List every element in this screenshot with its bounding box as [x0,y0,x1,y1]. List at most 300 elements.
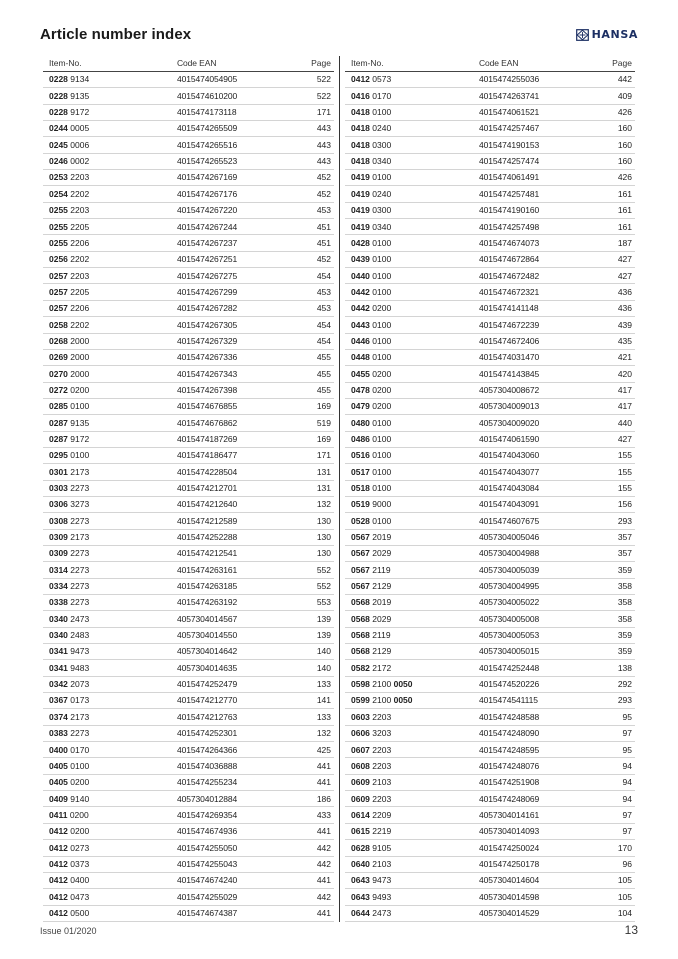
item-number-suffix: 2202 [70,254,90,265]
item-number-suffix: 0100 [372,335,392,346]
item-number-suffix: 0200 [372,401,392,412]
table-row [345,824,635,840]
table-row [345,448,635,464]
item-number-prefix: 0479 [351,401,370,412]
item-number [43,696,177,705]
item-number-suffix: 2273 [70,581,90,592]
ean-code: 4015474267336 [177,352,238,363]
page-ref: 130 [316,548,331,559]
item-number-suffix: 0240 [372,188,392,199]
item-number-suffix: 0100 [372,107,392,118]
ean-code: 4015474267244 [177,221,238,232]
table-row [43,105,334,121]
page-ref: 442 [316,858,331,869]
ean-code: 4015474252288 [177,532,238,543]
ean-code: 4057304005015 [479,646,540,657]
ean-code: 4015474212640 [177,499,238,510]
item-number-suffix: 0170 [372,90,392,101]
item-number-prefix: 0455 [351,368,370,379]
table-row [345,546,635,562]
item-number-prefix: 0255 [49,205,68,216]
page-ref: 131 [316,466,331,477]
item-number-prefix: 0285 [49,401,68,412]
item-number-suffix: 0100 [70,401,90,412]
item-number-prefix: 0582 [351,662,370,673]
table-row [43,611,334,627]
table-row [345,121,635,137]
item-number-prefix: 0228 [49,90,68,101]
ean-code: 4057304008672 [479,384,540,395]
page-ref: 358 [617,581,632,592]
item-number [43,582,177,591]
item-number [43,549,177,558]
table-row [43,693,334,709]
item-number-prefix: 0418 [351,123,370,134]
item-number-suffix: 0100 [372,417,392,428]
item-number-suffix: 0100 [372,466,392,477]
page-number: 13 [624,923,638,937]
item-number-prefix: 0257 [49,286,68,297]
item-number-prefix: 0567 [351,548,370,559]
table-row [345,350,635,366]
item-number-prefix: 0412 [351,74,370,85]
ean-code: 4015474267398 [177,384,238,395]
item-number [43,795,177,804]
item-number [43,206,177,215]
item-number-suffix: 0300 [372,139,392,150]
item-number-prefix: 0448 [351,352,370,363]
item-number [345,795,479,804]
ean-code: 4057304004988 [479,548,540,559]
item-number-prefix: 0342 [49,679,68,690]
item-number-prefix: 0405 [49,777,68,788]
item-number [345,876,479,885]
item-number [345,549,479,558]
page-ref: 292 [617,679,632,690]
item-number-suffix: 2209 [372,809,392,820]
item-number [43,647,177,656]
item-number-suffix: 2206 [70,303,90,314]
issue-label: Issue 01/2020 [40,926,97,936]
page-ref: 105 [617,875,632,886]
table-row [43,186,334,202]
item-number [43,173,177,182]
item-number-suffix: 9134 [70,74,90,85]
item-number [43,533,177,542]
item-number-suffix: 0200 [372,368,392,379]
ean-code: 4015474607675 [479,515,540,526]
ean-code: 4015474228504 [177,466,238,477]
item-number [43,566,177,575]
page-ref: 359 [617,564,632,575]
item-number [345,762,479,771]
item-number-suffix: 2029 [372,548,392,559]
item-number-prefix: 0643 [351,875,370,886]
page-ref: 359 [617,630,632,641]
item-number-suffix: 0300 [372,205,392,216]
item-number [345,713,479,722]
item-number-suffix: 0340 [372,156,392,167]
column-header-code-ean: Code EAN [177,58,217,69]
table-row [345,317,635,333]
ean-code: 4015474672406 [479,335,540,346]
table-row [43,301,334,317]
page-ref: 133 [316,679,331,690]
item-number-suffix: 2100 [372,695,392,706]
page-ref: 293 [617,695,632,706]
item-number-prefix: 0615 [351,826,370,837]
table-row [345,660,635,676]
ean-code: 4015474190153 [479,139,540,150]
table-row [345,415,635,431]
ean-code: 4015474267169 [177,172,238,183]
item-number [43,92,177,101]
item-number [43,484,177,493]
item-number [43,860,177,869]
page-ref: 357 [617,532,632,543]
item-number-suffix: 2129 [372,581,392,592]
item-number [345,239,479,248]
table-row [43,677,334,693]
page-ref: 97 [622,809,632,820]
item-number-suffix: 0373 [70,858,90,869]
table-row [345,186,635,202]
item-number [43,239,177,248]
table-row [345,889,635,905]
page-ref: 519 [316,417,331,428]
page-ref: 170 [617,842,632,853]
item-number-prefix: 0416 [351,90,370,101]
table-row [345,88,635,104]
item-number-prefix: 0568 [351,613,370,624]
table-row [345,873,635,889]
item-number [43,353,177,362]
item-number-suffix: 0002 [70,156,90,167]
page-ref: 425 [316,744,331,755]
table-row [43,350,334,366]
page-ref: 453 [316,205,331,216]
page-ref: 436 [617,303,632,314]
table-row [43,807,334,823]
table-row [345,709,635,725]
item-number-suffix: 0100 [372,483,392,494]
item-number-prefix: 0341 [49,662,68,673]
item-number [43,827,177,836]
item-number [43,255,177,264]
item-number-suffix: 2473 [70,613,90,624]
item-number [43,304,177,313]
article-index-table [43,56,635,922]
item-number-prefix: 0567 [351,564,370,575]
item-number-suffix: 0100 [372,319,392,330]
table-row [43,546,334,562]
item-number-suffix: 2203 [70,205,90,216]
ean-code: 4057304012884 [177,793,238,804]
item-number-prefix: 0412 [49,826,68,837]
item-number [345,124,479,133]
item-number-suffix: 2073 [70,679,90,690]
item-number-prefix: 0418 [351,156,370,167]
page-ref: 130 [316,515,331,526]
page-ref: 454 [316,319,331,330]
item-number-prefix: 0446 [351,335,370,346]
table-row [345,840,635,856]
item-number [345,778,479,787]
item-number [43,124,177,133]
item-number-prefix: 0517 [351,466,370,477]
table-row [345,677,635,693]
ean-code: 4057304014642 [177,646,238,657]
item-number [43,108,177,117]
item-number-suffix: 2172 [372,662,392,673]
page-ref: 96 [622,858,632,869]
item-number-suffix: 2173 [70,466,90,477]
ean-code: 4015474212763 [177,711,238,722]
ean-code: 4015474250178 [479,858,540,869]
table-row [345,579,635,595]
item-number-variant: 0050 [393,679,413,690]
page-ref: 440 [617,417,632,428]
ean-code: 4057304014093 [479,826,540,837]
ean-code: 4015474252479 [177,679,238,690]
page-ref: 94 [622,793,632,804]
item-number [43,190,177,199]
page-ref: 141 [316,695,331,706]
item-number-prefix: 0269 [49,352,68,363]
page-ref: 155 [617,450,632,461]
item-number-suffix: 2206 [70,237,90,248]
item-number-suffix: 0200 [70,384,90,395]
page-ref: 427 [617,254,632,265]
item-number-prefix: 0340 [49,630,68,641]
ean-code: 4015474674387 [177,907,238,918]
item-number-suffix: 2000 [70,352,90,363]
ean-code: 4015474267220 [177,205,238,216]
column-header-item-no: Item-No. [351,58,384,69]
table-row [345,464,635,480]
ean-code: 4015474212589 [177,515,238,526]
table-row [345,284,635,300]
item-number-suffix: 2203 [372,711,392,722]
item-number [43,811,177,820]
item-number-suffix: 2205 [70,286,90,297]
item-number [43,909,177,918]
page-ref: 105 [617,891,632,902]
item-number [345,206,479,215]
item-number-suffix: 2205 [70,221,90,232]
ean-code: 4015474257498 [479,221,540,232]
item-number-suffix: 0100 [372,515,392,526]
item-number-prefix: 0258 [49,319,68,330]
item-number-suffix: 9473 [70,646,90,657]
item-number-prefix: 0246 [49,156,68,167]
brand-logo [576,28,638,41]
page-ref: 433 [316,809,331,820]
ean-code: 4015474541115 [479,695,538,706]
item-number [345,680,479,689]
item-number-prefix: 0518 [351,483,370,494]
item-number-prefix: 0270 [49,368,68,379]
item-number-prefix: 0340 [49,613,68,624]
item-number [43,451,177,460]
item-number [345,500,479,509]
table-row [345,775,635,791]
page-ref: 454 [316,335,331,346]
item-number-prefix: 0568 [351,630,370,641]
item-number [43,680,177,689]
page-ref: 443 [316,123,331,134]
item-number-prefix: 0400 [49,744,68,755]
page-ref: 420 [617,368,632,379]
ean-code: 4015474061590 [479,433,540,444]
page-ref: 435 [617,335,632,346]
item-number-prefix: 0306 [49,499,68,510]
item-number [345,631,479,640]
item-number-suffix: 2119 [372,564,391,575]
ean-code: 4015474190160 [479,205,540,216]
item-number [345,566,479,575]
table-row [345,906,635,922]
table-row [345,432,635,448]
item-number-suffix: 2203 [70,172,90,183]
table-row [43,121,334,137]
item-number-prefix: 0272 [49,384,68,395]
table-row [345,791,635,807]
column-header-code-ean: Code EAN [479,58,519,69]
table-row [43,399,334,415]
table-row [43,170,334,186]
page-ref: 421 [617,352,632,363]
item-number-prefix: 0245 [49,139,68,150]
item-number-suffix: 0100 [372,237,392,248]
item-number-prefix: 0516 [351,450,370,461]
ean-code: 4015474265509 [177,123,238,134]
item-number [345,664,479,673]
page-ref: 171 [316,450,331,461]
item-number [345,108,479,117]
item-number [345,435,479,444]
page-ref: 104 [617,907,632,918]
item-number-suffix: 9105 [372,842,392,853]
ean-code: 4015474212701 [177,483,238,494]
item-number-prefix: 0287 [49,433,68,444]
item-number-prefix: 0598 [351,679,370,690]
page-ref: 161 [617,188,632,199]
ean-code: 4015474672864 [479,254,540,265]
item-number [345,304,479,313]
item-number-prefix: 0308 [49,515,68,526]
index-rows-right [345,72,635,922]
item-number-prefix: 0486 [351,433,370,444]
table-row [43,775,334,791]
item-number [43,500,177,509]
item-number [345,860,479,869]
table-row [43,530,334,546]
item-number-suffix: 9483 [70,662,90,673]
page-ref: 441 [316,907,331,918]
item-number-suffix: 2273 [70,515,90,526]
item-number-prefix: 0405 [49,760,68,771]
item-number [345,386,479,395]
table-row [345,235,635,251]
table-row [345,497,635,513]
page-ref: 439 [617,319,632,330]
item-number [345,288,479,297]
item-number-suffix: 2029 [372,613,392,624]
ean-code: 4015474269354 [177,809,238,820]
ean-code: 4015474212541 [177,548,238,559]
ean-code: 4057304009013 [479,401,540,412]
item-number-suffix: 2202 [70,188,90,199]
page-ref: 441 [316,777,331,788]
item-number-suffix: 0200 [372,303,392,314]
item-number-prefix: 0603 [351,711,370,722]
item-number [43,762,177,771]
item-number-prefix: 0287 [49,417,68,428]
table-row [345,154,635,170]
page-ref: 131 [316,483,331,494]
table-row [345,170,635,186]
item-number [345,190,479,199]
ean-code: 4015474248090 [479,728,540,739]
table-row [345,611,635,627]
table-row [345,366,635,382]
table-row [345,758,635,774]
page-ref: 156 [617,499,632,510]
ean-code: 4015474674240 [177,875,238,886]
ean-code: 4057304014529 [479,907,540,918]
table-row [345,399,635,415]
ean-code: 4015474263741 [479,90,540,101]
page-ref: 359 [617,646,632,657]
table-row [43,464,334,480]
item-number [345,141,479,150]
table-row [345,301,635,317]
ean-code: 4015474252301 [177,728,238,739]
table-row [43,366,334,382]
page-ref: 358 [617,613,632,624]
item-number-prefix: 0383 [49,728,68,739]
ean-code: 4015474257474 [479,156,540,167]
item-number-prefix: 0628 [351,842,370,853]
ean-code: 4015474255029 [177,891,238,902]
item-number-suffix: 2129 [372,646,392,657]
column-header-page: Page [311,58,331,69]
item-number-prefix: 0418 [351,139,370,150]
ean-code: 4015474187269 [177,433,238,444]
ean-code: 4015474255050 [177,842,238,853]
ean-code: 4057304005046 [479,532,540,543]
table-row [345,857,635,873]
item-number-prefix: 0439 [351,254,370,265]
table-row [345,693,635,709]
item-number-prefix: 0442 [351,286,370,297]
item-number-suffix: 0240 [372,123,392,134]
item-number-prefix: 0440 [351,270,370,281]
page-ref: 132 [316,499,331,510]
page-ref: 522 [316,90,331,101]
table-row [43,513,334,529]
item-number-prefix: 0443 [351,319,370,330]
ean-code: 4057304014161 [479,809,540,820]
page-ref: 95 [622,744,632,755]
item-number-suffix: 9000 [372,499,392,510]
table-row [345,203,635,219]
table-row [345,268,635,284]
ean-code: 4015474265523 [177,156,238,167]
table-row [43,284,334,300]
page-ref: 453 [316,303,331,314]
